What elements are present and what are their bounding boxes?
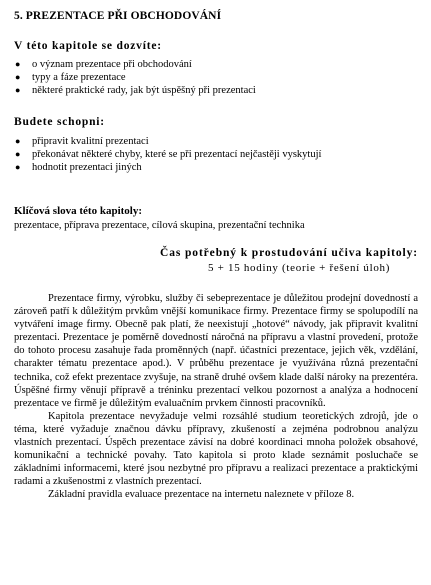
keywords-heading: Klíčová slova této kapitoly: bbox=[14, 205, 143, 217]
chapter-title: 5. PREZENTACE PŘI OBCHODOVÁNÍ bbox=[14, 10, 222, 22]
bullet-icon: ● bbox=[15, 136, 21, 146]
bullet-icon: ● bbox=[15, 59, 21, 69]
list-item bbox=[14, 71, 256, 84]
keywords-text: prezentace, příprava prezentace, cílová skupina, prezentační technika bbox=[14, 220, 305, 231]
body-text bbox=[14, 292, 418, 502]
list-item bbox=[14, 58, 256, 71]
list-item bbox=[14, 148, 321, 161]
able-heading: Budete schopni: bbox=[14, 116, 105, 128]
list-item-text: hodnotit prezentaci jiných bbox=[32, 162, 142, 173]
list-item-text: typy a fáze prezentace bbox=[32, 72, 126, 83]
list-item bbox=[14, 161, 321, 174]
list-item bbox=[14, 135, 321, 148]
list-item bbox=[14, 84, 256, 97]
paragraph: Prezentace firmy, výrobku, služby či sebeprezentace je důležitou prodejní dovedností a zároveň patří k důležitým prvkům vnější komunikace firmy. Prezentace firmy se spolupodílí na vytváření image firmy. Obecně pak platí, že neexistují „hotové“ návody, jak připravit kvalitní prezentaci. Prezentace je poměrně dovedností náročná na přípravu a vlastní provedení, protože do tohoto procesu zasahuje řada proměnných (např. účastníci prezentace, jejich věk, vzdělání, charakter tématu prezentace apod.). V průběhu prezentace je využívána různá prezentační technika, což efekt prezentace zvyšuje, na straně druhé ovšem klade další nároky na prezentéra. Úspěšné firmy věnují přípravě a tréninku prezentací velkou pozornost a analýza a hodnocení prezentace ve firmě je důležitým evaluačním prvkem činnosti pracovníků. bbox=[14, 293, 418, 409]
bullet-icon: ● bbox=[15, 72, 21, 82]
list-item-text: některé praktické rady, jak být úspěšný při prezentaci bbox=[32, 85, 256, 96]
learn-heading: V této kapitole se dozvíte: bbox=[14, 40, 162, 52]
paragraph: Kapitola prezentace nevyžaduje velmi rozsáhlé studium teoretických zdrojů, jde o téma, které vyžaduje značnou dávku přípravy, zkušeností a zejména podrobnou analýzu vlastních prezentací. Úspěch prezentace závisí na dobré koordinaci mnoha položek obsahové, komunikační a technické povahy. Tato kapitola si proto klade seznámit posluchače se základními informacemi, které jsou nezbytné pro přípravu a realizaci prezentace a praktickými radami a zkušenostmi z vlastních prezentací. bbox=[14, 410, 418, 488]
learn-list bbox=[14, 58, 256, 97]
list-item-text: připravit kvalitní prezentaci bbox=[32, 136, 149, 147]
bullet-icon: ● bbox=[15, 162, 21, 172]
bullet-icon: ● bbox=[15, 85, 21, 95]
able-list bbox=[14, 135, 321, 174]
study-time-heading: Čas potřebný k prostudování učiva kapitoly: bbox=[160, 247, 418, 259]
study-time-value: 5 + 15 hodiny (teorie + řešení úloh) bbox=[208, 262, 391, 274]
bullet-icon: ● bbox=[15, 149, 21, 159]
list-item-text: překonávat některé chyby, které se při prezentací nejčastěji vyskytují bbox=[32, 149, 322, 160]
list-item-text: o význam prezentace při obchodování bbox=[32, 59, 192, 70]
paragraph: Základní pravidla evaluace prezentace na internetu naleznete v příloze 8. bbox=[48, 489, 355, 501]
